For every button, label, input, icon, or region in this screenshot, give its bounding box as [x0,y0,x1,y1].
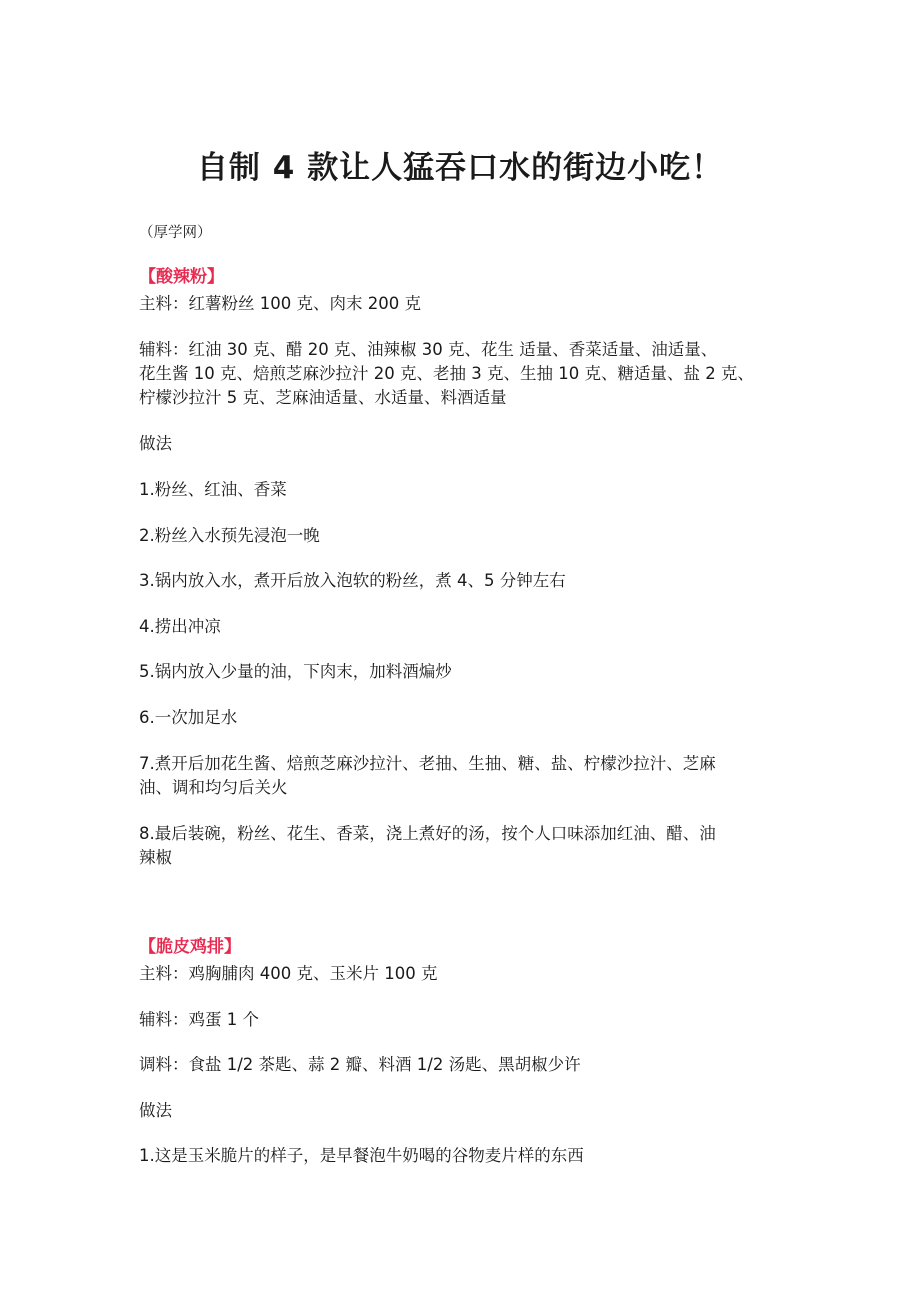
recipe1-step-4: 4.捞出冲凉 [139,617,221,636]
recipe1-aux-ingredients-line1: 辅料：红油 30 克、醋 20 克、油辣椒 30 克、花生 适量、香菜适量、油适量、 [139,340,718,359]
recipe-heading-cuipijipai: 【脆皮鸡排】 [139,937,241,957]
recipe1-step-6: 6.一次加足水 [139,708,238,727]
source-label: （厚学网） [139,225,212,241]
recipe1-step-1: 1.粉丝、红油、香菜 [139,480,287,499]
recipe1-step-5: 5.锅内放入少量的油，下肉末，加料酒煸炒 [139,662,452,681]
recipe1-main-ingredients: 主料：红薯粉丝 100 克、肉末 200 克 [139,294,421,313]
recipe1-aux-ingredients-line3: 柠檬沙拉汁 5 克、芝麻油适量、水适量、料酒适量 [139,388,507,407]
recipe-heading-suanlafen: 【酸辣粉】 [139,267,224,287]
recipe1-step-7-line2: 油、调和均匀后关火 [139,778,288,797]
recipe2-main-ingredients: 主料：鸡胸脯肉 400 克、玉米片 100 克 [139,964,438,983]
recipe2-step-1: 1.这是玉米脆片的样子，是早餐泡牛奶喝的谷物麦片样的东西 [139,1146,584,1165]
recipe1-step-8-line2: 辣椒 [139,848,172,867]
recipe2-aux-ingredients: 辅料：鸡蛋 1 个 [139,1010,259,1029]
recipe1-step-8-line1: 8.最后装碗，粉丝、花生、香菜，浇上煮好的汤，按个人口味添加红油、醋、油 [139,824,716,843]
recipe2-seasoning: 调料：食盐 1/2 茶匙、蒜 2 瓣、料酒 1/2 汤匙、黑胡椒少许 [139,1055,581,1074]
recipe1-step-2: 2.粉丝入水预先浸泡一晚 [139,526,320,545]
document-title: 自制 4 款让人猛吞口水的街边小吃！ [196,150,724,186]
recipe2-method-label: 做法 [139,1101,172,1120]
recipe1-aux-ingredients-line2: 花生酱 10 克、焙煎芝麻沙拉汁 20 克、老抽 3 克、生抽 10 克、糖适量、盐 2 克、 [139,364,754,383]
recipe1-method-label: 做法 [139,434,172,453]
recipe1-step-7-line1: 7.煮开后加花生酱、焙煎芝麻沙拉汁、老抽、生抽、糖、盐、柠檬沙拉汁、芝麻 [139,754,716,773]
recipe1-step-3: 3.锅内放入水，煮开后放入泡软的粉丝，煮 4、5 分钟左右 [139,571,566,590]
